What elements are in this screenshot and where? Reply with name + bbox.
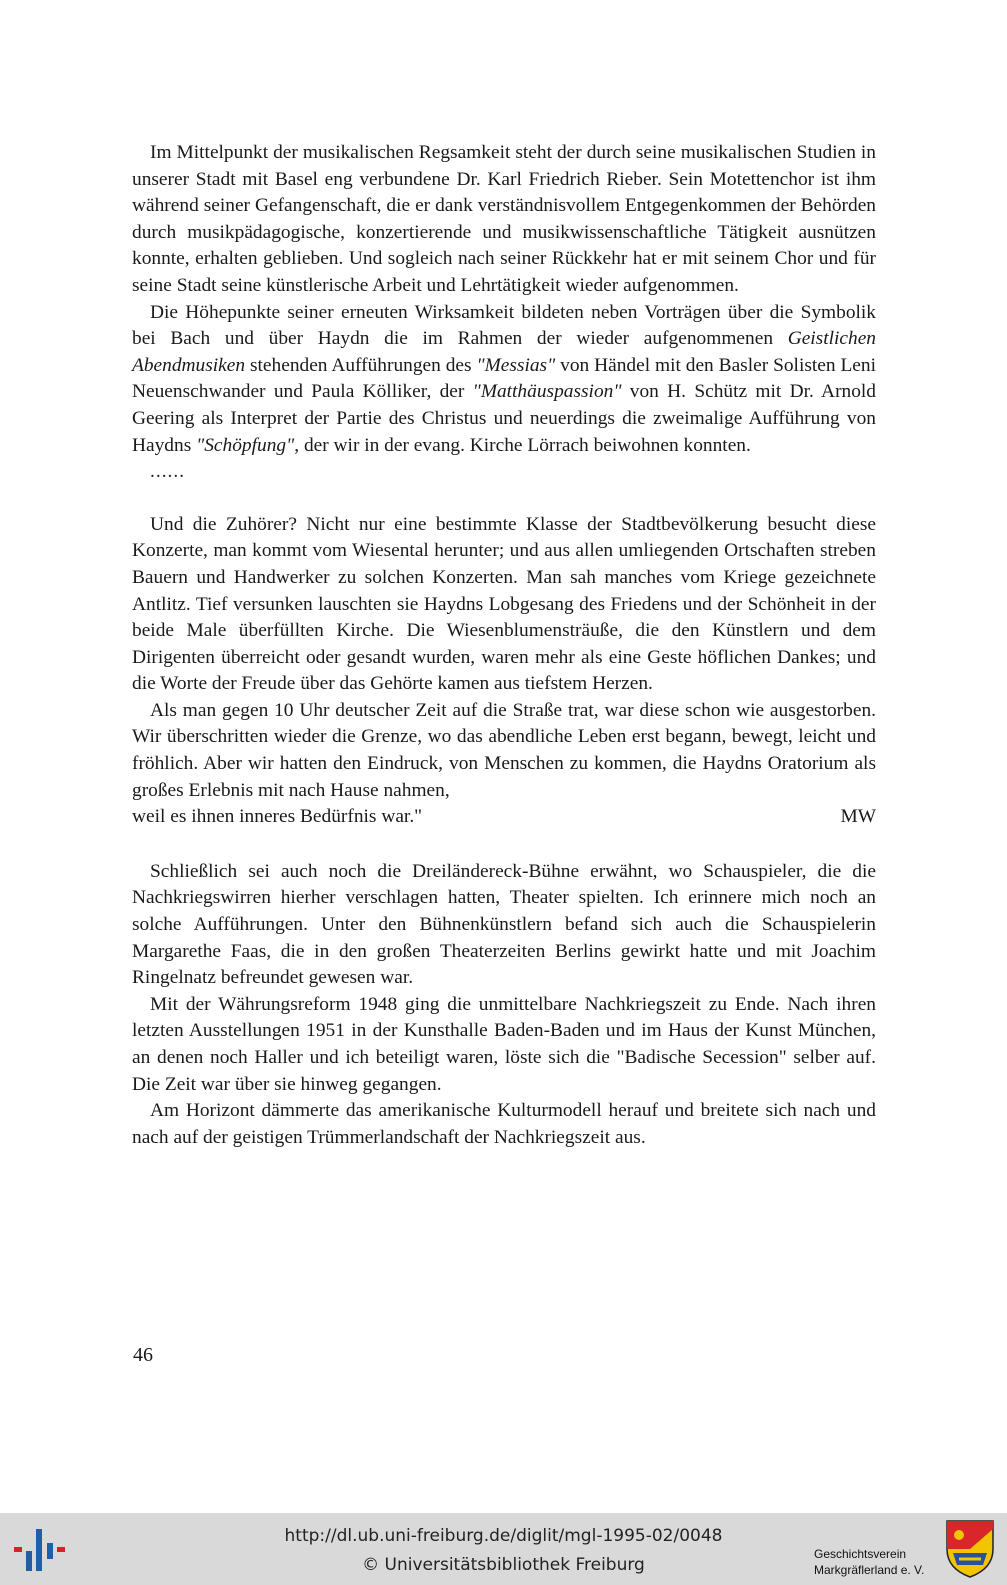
paragraph: Am Horizont dämmerte das amerikanische Kulturmodell herauf und breitete sich nach und nach auf der geistigen Trümmerlandschaft der Nachkriegszeit aus. xyxy=(132,1100,876,1148)
footer-copyright: © Universitätsbibliothek Freiburg xyxy=(362,1555,645,1575)
paragraph: Mit der Währungsreform 1948 ging die unmittelbare Nachkriegszeit zu Ende. Nach ihren letzten Ausstellungen 1951 in der Kunsthalle Baden-Baden und im Haus der Kunst München, an denen noch Haller und ich beteiligt waren, löste sich die "Badische Secession" selber auf. Die Zeit war über sie hinweg gegangen. xyxy=(132,993,876,1095)
text-run: von H. Schütz mit Dr. Arnold Geering als Interpret der Partie des Christus und neuerdings die zweimalige Aufführung von Haydns xyxy=(132,381,876,456)
text-run: Die Höhepunkte seiner erneuten Wirksamkeit bildeten neben Vorträgen über die Symbolik bei Bach und über Haydn die im Rahmen der wieder aufgenommenen xyxy=(132,301,876,350)
italic-title: "Matthäuspassion" xyxy=(472,381,622,403)
footer-bar xyxy=(0,1513,1007,1585)
text-run: stehenden Aufführungen des xyxy=(245,354,477,376)
paragraph xyxy=(132,698,876,804)
footer-link[interactable]: http://dl.ub.uni-freiburg.de/diglit/mgl-1995-02/0048 xyxy=(284,1526,723,1546)
society-line: Geschichtsverein xyxy=(814,1547,907,1561)
signature-line xyxy=(132,804,876,831)
paragraph: Im Mittelpunkt der musikalischen Regsamkeit steht der durch seine musikalischen Studien in unserer Stadt mit Basel eng verbundene Dr. Karl Friedrich Rieber. Sein Motettenchor ist ihm während seiner Gefangenschaft, die er dank verständnisvollem Entgegenkommen der Behörden durch musikpädagogische, konzertierende und musikwissenschaftliche Tätigkeit ausnützen konnte, erhalten geblieben. Und sogleich nach seiner Rückkehr hat er mit seinem Chor und für seine Stadt seine künstlerische Arbeit und Lehrtätigkeit wieder aufgenommen. xyxy=(132,142,876,296)
italic-title: "Schöpfung" xyxy=(196,434,295,456)
ellipsis-line xyxy=(132,459,876,486)
paragraph xyxy=(132,300,876,460)
text-run: von Händel mit den Basler Solisten Leni Neuenschwander und Paula Kölliker, der xyxy=(132,354,876,403)
society-line: Markgräflerland e. V. xyxy=(814,1563,925,1577)
text-run: Als man gegen 10 Uhr deutscher Zeit auf die Straße trat, war diese schon wie ausgestorben. Wir überschritten wieder die Grenze, wo das abendliche Leben erst begann, bewegt, leicht und fröhlich. Aber wir hatten den Eindruck, von Menschen zu kommen, die Haydns Oratorium als großes Erlebnis mit nach Hause nahmen, xyxy=(132,699,876,801)
italic-title: "Messias" xyxy=(476,354,556,376)
text-run: weil es ihnen inneres Bedürfnis war." xyxy=(132,806,423,828)
paragraph: Schließlich sei auch noch die Dreiländereck-Bühne erwähnt, wo Schauspieler, die die Nachkriegswirren hierher verschlagen hatten, Theater spielten. Ich erinnere mich noch an solche Aufführungen. Unter den Bühnenkünstlern befand sich auch die Schauspielerin Margarethe Faas, die in den großen Theaterzeiten Berlins gewirkt hatte und mit Joachim Ringelnatz befreundet gewesen war. xyxy=(132,860,876,989)
ellipsis: ...... xyxy=(150,461,186,483)
page-number: 46 xyxy=(133,1344,153,1366)
author-signature: MW xyxy=(840,806,876,828)
text-run: , der wir in der evang. Kirche Lörrach beiwohnen konnten. xyxy=(294,434,751,456)
document-body xyxy=(132,140,876,1151)
italic-title: Geistlichen Abendmusiken xyxy=(132,328,876,376)
coat-of-arms-icon xyxy=(945,1519,995,1579)
paragraph: Und die Zuhörer? Nicht nur eine bestimmte Klasse der Stadtbevölkerung besucht diese Konzerte, man kommt vom Wiesental herunter; und aus allen umliegenden Ortschaften streben Bauern und Handwerker zu solchen Konzerten. Man sah manches vom Kriege gezeichnete Antlitz. Tief versunken lauschten sie Haydns Lobgesang des Friedens und der Schönheit in der beide Male überfüllten Kirche. Die Wiesenblumensträuße, die den Künstlern und dem Dirigenten überreicht oder gesandt wurden, waren mehr als eine Geste höflichen Dankes; und die Worte der Freude über das Gehörte kamen aus tiefstem Herzen. xyxy=(132,513,876,695)
society-name xyxy=(814,1546,924,1578)
